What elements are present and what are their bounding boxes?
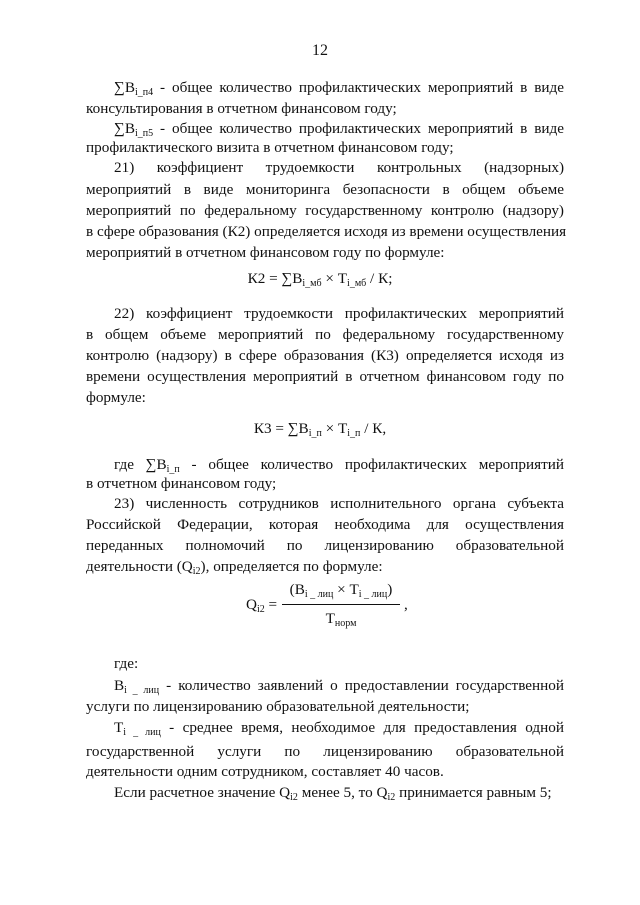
- paragraph-line: консультирования в отчетном финансовом году;: [86, 100, 397, 117]
- formula-q-numerator: $(B_{i \_ лиц} \times T_{i \_ лиц})$: [289, 581, 393, 600]
- paragraph-line: 23) численность сотрудников исполнительного органа субъекта: [114, 495, 564, 512]
- paragraph-line: Если расчетное значение $Q_{i2}$ менее 5, то $Q_{i2}$ принимается равным 5;: [114, 784, 552, 803]
- paragraph-line: времени осуществления мероприятий в отчетном финансовом году по: [86, 368, 564, 385]
- page-number: 12: [312, 42, 328, 59]
- paragraph-line: мероприятий по федеральному государственному контролю (надзору): [86, 202, 564, 219]
- formula-q-comma: ,: [404, 596, 408, 613]
- fraction-bar: [282, 604, 400, 605]
- paragraph-line: переданных полномочий по лицензированию образовательной: [86, 537, 564, 554]
- formula-q-lhs: $Q_{i2}$ =: [246, 596, 278, 615]
- paragraph-line: государственной услуги по лицензированию образовательной: [86, 743, 564, 760]
- paragraph-line: 22) коэффициент трудоемкости профилактических мероприятий: [114, 305, 564, 322]
- paragraph-line: 21) коэффициент трудоемкости контрольных (надзорных): [114, 159, 564, 176]
- paragraph-line: $B_{i \_ лиц}$ - количество заявлений о предоставлении государственной: [114, 677, 564, 696]
- paragraph-line: мероприятий в виде мониторинга безопасности в общем объеме: [86, 181, 564, 198]
- paragraph-line: в сфере образования (К2) определяется исходя из времени осуществления: [86, 223, 567, 240]
- paragraph-line: $T_{i \_ лиц}$ - среднее время, необходимое для предоставления одной: [114, 719, 564, 738]
- paragraph-line: деятельности одним сотрудником, составляет 40 часов.: [86, 763, 444, 780]
- paragraph-line: мероприятий в отчетном финансовом году по формуле:: [86, 244, 445, 261]
- paragraph-line: в отчетном финансовом году;: [86, 475, 277, 492]
- paragraph-line: Российской Федерации, которая необходима для осуществления: [86, 516, 564, 533]
- paragraph-line: $\sum B_{i\_п4}$ - общее количество профилактических мероприятий в виде: [114, 79, 564, 98]
- paragraph-line: деятельности $(Q_{i2})$, определяется по формуле:: [86, 558, 383, 577]
- paragraph-line: услуги по лицензированию образовательной деятельности;: [86, 698, 470, 715]
- paragraph-line: $\sum B_{i\_п5}$ - общее количество профилактических мероприятий в виде: [114, 120, 564, 139]
- paragraph-line: контролю (надзору) в сфере образования (К3) определяется исходя из: [86, 347, 564, 364]
- formula-k2: $К2 = \sum B_{i\_мб} \times T_{i\_мб} / К$;: [247, 270, 393, 289]
- formula-q-denominator: $T_{норм}$: [325, 610, 357, 629]
- paragraph-line: профилактического визита в отчетном финансовом году;: [86, 139, 454, 156]
- paragraph-line: где:: [114, 655, 139, 672]
- paragraph-line: где $\sum B_{i\_п}$ - общее количество профилактических мероприятий: [114, 456, 564, 475]
- formula-k3: $К3 = \sum B_{i\_п} \times T_{i\_п} / К$,: [253, 420, 387, 439]
- paragraph-line: формуле:: [86, 389, 146, 406]
- paragraph-line: в общем объеме мероприятий по федеральному государственному: [86, 326, 564, 343]
